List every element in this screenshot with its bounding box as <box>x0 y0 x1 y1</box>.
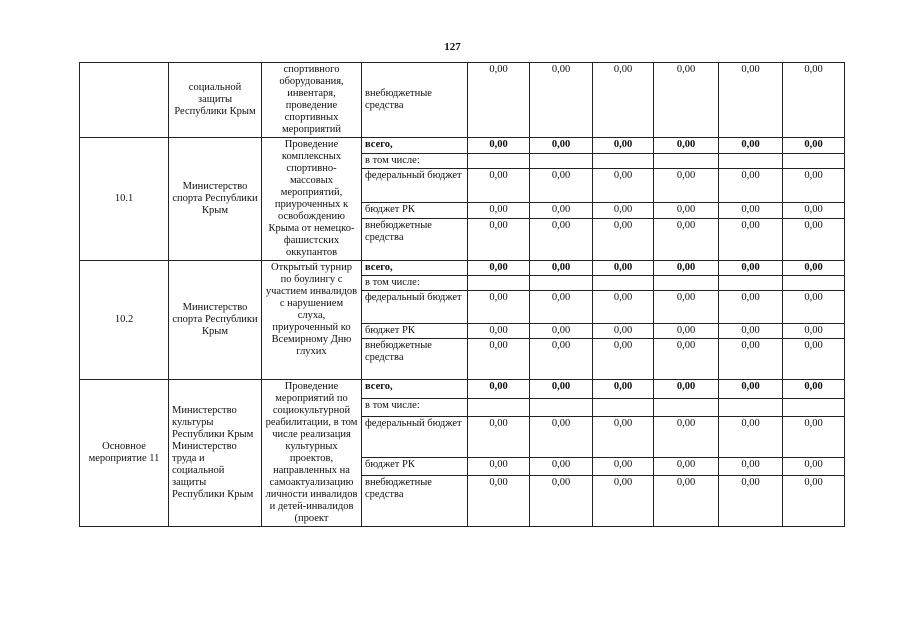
cell-value: 0,00 <box>719 380 783 399</box>
cell-value: 0,00 <box>468 169 530 203</box>
cell-desc: Открытый турнир по боулингу с участием инвалидов с нарушением слуха, приуроченный ко Всемирному Дню глухих <box>262 261 362 380</box>
cell-source: всего, <box>362 138 468 154</box>
cell-value: 0,00 <box>530 291 593 324</box>
cell-value: 0,00 <box>530 63 593 138</box>
cell-value: 0,00 <box>468 291 530 324</box>
cell-value: 0,00 <box>593 203 654 219</box>
cell-value <box>783 276 845 291</box>
cell-value: 0,00 <box>468 218 530 260</box>
program-budget-table <box>79 62 845 527</box>
cell-value: 0,00 <box>530 203 593 219</box>
cell-value: 0,00 <box>719 63 783 138</box>
cell-value: 0,00 <box>719 218 783 260</box>
cell-value: 0,00 <box>783 138 845 154</box>
cell-value <box>593 153 654 169</box>
cell-value: 0,00 <box>468 339 530 380</box>
cell-value <box>654 276 719 291</box>
table-row <box>80 380 845 399</box>
cell-desc: Проведение комплексных спортивно-массовых мероприятий, приуроченных к освобождению Крыма от немецко-фашистских оккупантов <box>262 138 362 261</box>
cell-value: 0,00 <box>783 261 845 276</box>
cell-source: внебюджетные средства <box>362 476 468 527</box>
cell-value: 0,00 <box>593 261 654 276</box>
cell-value <box>593 276 654 291</box>
cell-value <box>654 153 719 169</box>
cell-value: 0,00 <box>530 261 593 276</box>
cell-value: 0,00 <box>468 324 530 339</box>
cell-source: в том числе: <box>362 398 468 417</box>
cell-value: 0,00 <box>654 138 719 154</box>
cell-value: 0,00 <box>530 417 593 458</box>
cell-source: внебюджетные средства <box>362 339 468 380</box>
cell-value: 0,00 <box>783 218 845 260</box>
cell-value: 0,00 <box>783 457 845 476</box>
cell-value: 0,00 <box>593 138 654 154</box>
cell-value <box>719 398 783 417</box>
cell-value: 0,00 <box>468 457 530 476</box>
cell-value: 0,00 <box>468 417 530 458</box>
cell-value: 0,00 <box>530 218 593 260</box>
cell-value: 0,00 <box>593 63 654 138</box>
cell-source: внебюджетные средства <box>362 63 468 138</box>
cell-source: всего, <box>362 261 468 276</box>
cell-value: 0,00 <box>719 324 783 339</box>
cell-value <box>719 153 783 169</box>
cell-value: 0,00 <box>530 476 593 527</box>
cell-value: 0,00 <box>783 324 845 339</box>
cell-value <box>783 153 845 169</box>
table-row <box>80 138 845 154</box>
cell-code <box>80 63 169 138</box>
cell-value: 0,00 <box>468 380 530 399</box>
cell-value: 0,00 <box>593 476 654 527</box>
cell-value: 0,00 <box>783 291 845 324</box>
cell-org: Министерство спорта Республики Крым <box>169 138 262 261</box>
page-number: 127 <box>444 41 461 53</box>
cell-value: 0,00 <box>468 138 530 154</box>
cell-value <box>783 398 845 417</box>
cell-value: 0,00 <box>468 203 530 219</box>
cell-source: бюджет РК <box>362 203 468 219</box>
cell-desc: спортивного оборудования, инвентаря, проведение спортивных мероприятий <box>262 63 362 138</box>
cell-value: 0,00 <box>654 261 719 276</box>
cell-value <box>530 398 593 417</box>
cell-value <box>654 398 719 417</box>
cell-value: 0,00 <box>593 380 654 399</box>
cell-value: 0,00 <box>654 380 719 399</box>
cell-value <box>468 398 530 417</box>
table-body <box>80 63 845 527</box>
cell-value: 0,00 <box>468 63 530 138</box>
cell-value: 0,00 <box>654 169 719 203</box>
cell-code: Основное мероприятие 11 <box>80 380 169 527</box>
cell-value: 0,00 <box>530 380 593 399</box>
cell-value: 0,00 <box>654 417 719 458</box>
cell-value: 0,00 <box>719 169 783 203</box>
cell-value: 0,00 <box>530 457 593 476</box>
cell-value: 0,00 <box>719 291 783 324</box>
cell-desc: Проведение мероприятий по социокультурной реабилитации, в том числе реализация культурных проектов, направленных на самоактуализацию личности инвалидов и детей-инвалидов (проект <box>262 380 362 527</box>
cell-value: 0,00 <box>593 218 654 260</box>
cell-org: Министерство культуры Республики Крым Министерство труда и социальной защиты Республики Крым <box>169 380 262 527</box>
cell-code: 10.2 <box>80 261 169 380</box>
cell-value: 0,00 <box>654 291 719 324</box>
cell-org: Министерство спорта Республики Крым <box>169 261 262 380</box>
cell-value: 0,00 <box>719 457 783 476</box>
cell-value: 0,00 <box>593 417 654 458</box>
cell-value: 0,00 <box>783 63 845 138</box>
table-row <box>80 63 845 138</box>
cell-value: 0,00 <box>530 169 593 203</box>
cell-code: 10.1 <box>80 138 169 261</box>
cell-value: 0,00 <box>530 138 593 154</box>
cell-value <box>468 153 530 169</box>
cell-value: 0,00 <box>593 324 654 339</box>
cell-value: 0,00 <box>719 203 783 219</box>
cell-value: 0,00 <box>719 261 783 276</box>
cell-value: 0,00 <box>593 291 654 324</box>
cell-value <box>468 276 530 291</box>
cell-value: 0,00 <box>719 138 783 154</box>
cell-value: 0,00 <box>654 339 719 380</box>
cell-source: федеральный бюджет <box>362 291 468 324</box>
cell-value: 0,00 <box>593 339 654 380</box>
cell-value <box>593 398 654 417</box>
cell-value: 0,00 <box>593 457 654 476</box>
cell-value <box>530 153 593 169</box>
cell-source: бюджет РК <box>362 457 468 476</box>
cell-source: всего, <box>362 380 468 399</box>
cell-value: 0,00 <box>783 417 845 458</box>
cell-value: 0,00 <box>530 324 593 339</box>
table-row <box>80 261 845 276</box>
cell-value: 0,00 <box>654 203 719 219</box>
cell-source: в том числе: <box>362 153 468 169</box>
cell-value: 0,00 <box>654 457 719 476</box>
cell-value: 0,00 <box>654 324 719 339</box>
cell-value: 0,00 <box>783 476 845 527</box>
cell-source: федеральный бюджет <box>362 169 468 203</box>
cell-value: 0,00 <box>719 417 783 458</box>
cell-source: внебюджетные средства <box>362 218 468 260</box>
cell-value: 0,00 <box>654 218 719 260</box>
cell-value: 0,00 <box>719 339 783 380</box>
cell-source: федеральный бюджет <box>362 417 468 458</box>
cell-source: бюджет РК <box>362 324 468 339</box>
cell-value: 0,00 <box>530 339 593 380</box>
cell-org: социальной защиты Республики Крым <box>169 63 262 138</box>
cell-value <box>530 276 593 291</box>
cell-value: 0,00 <box>783 169 845 203</box>
cell-value: 0,00 <box>783 203 845 219</box>
cell-value: 0,00 <box>654 63 719 138</box>
cell-value: 0,00 <box>593 169 654 203</box>
cell-value: 0,00 <box>468 261 530 276</box>
cell-value: 0,00 <box>783 339 845 380</box>
cell-value: 0,00 <box>783 380 845 399</box>
cell-value: 0,00 <box>719 476 783 527</box>
cell-value <box>719 276 783 291</box>
cell-value: 0,00 <box>654 476 719 527</box>
cell-value: 0,00 <box>468 476 530 527</box>
cell-source: в том числе: <box>362 276 468 291</box>
